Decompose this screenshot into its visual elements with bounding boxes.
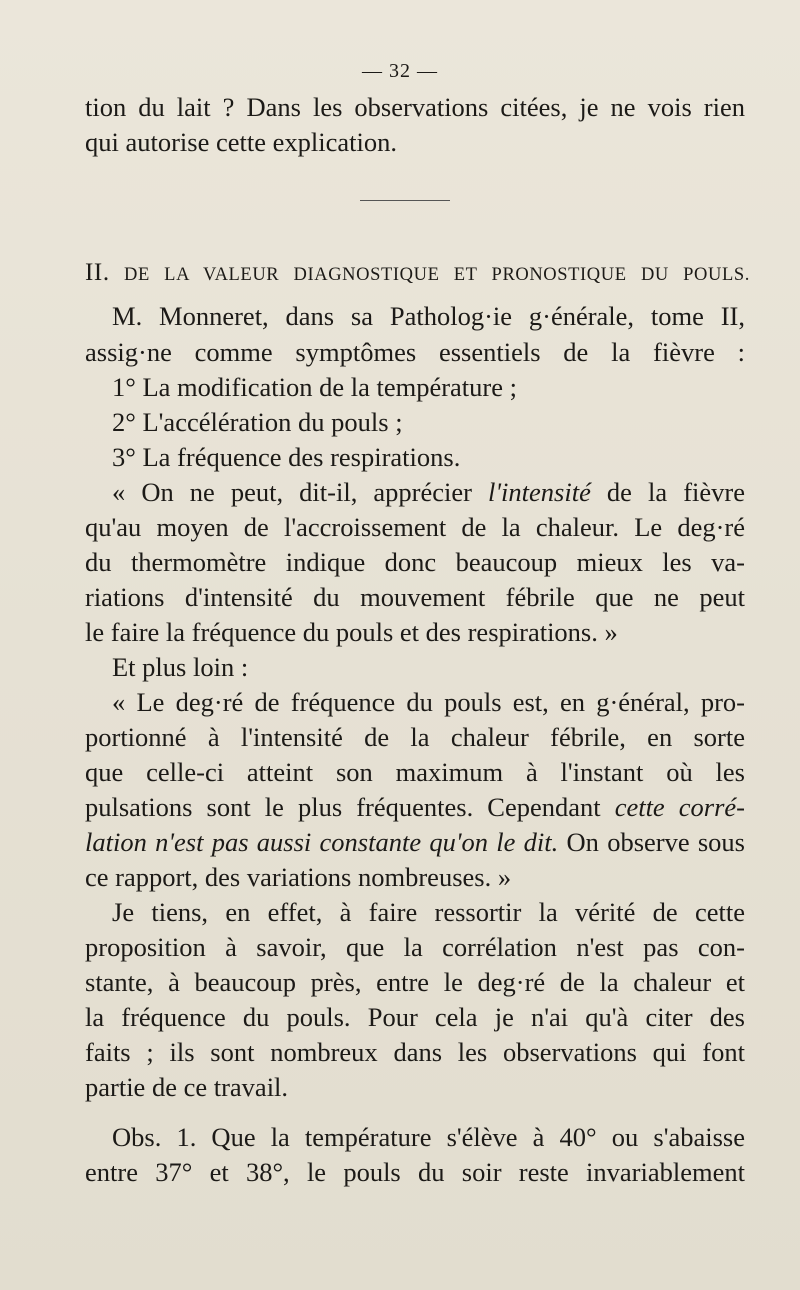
section-title: DE LA VALEUR DIAGNOSTIQUE ET PRONOSTIQUE DU POULS. [124, 265, 750, 285]
quote1-line-1 [112, 475, 745, 509]
quote2-text: pulsations sont le plus fréquentes. Cependant [85, 792, 615, 822]
quote2-line-5 [85, 825, 745, 859]
symptom-item: 2° L'accélération du pouls ; [112, 407, 403, 437]
quote1-line-3: du thermomètre indique donc beaucoup mieux les va- [85, 547, 745, 577]
intro-line-1: M. Monneret, dans sa Patholog·ie g·énérale, tome II, [112, 301, 745, 331]
page-number: — 32 — [362, 60, 438, 82]
quote1-line-5: le faire la fréquence du pouls et des respirations. » [85, 617, 618, 647]
author-para-line-2: proposition à savoir, que la corrélation n'est pas con- [85, 932, 745, 962]
author-para-line-4: la fréquence du pouls. Pour cela je n'ai qu'à citer des [85, 1002, 745, 1032]
observation-line-1: Obs. 1. Que la température s'élève à 40° ou s'abaisse [112, 1122, 745, 1152]
quote2-line-3: que celle-ci atteint son maximum à l'instant où les [85, 757, 745, 787]
section-number: II. [85, 259, 110, 286]
quote2-line-4 [85, 790, 745, 824]
observation-line-2: entre 37° et 38°, le pouls du soir reste invariablement [85, 1157, 745, 1187]
author-para-line-3: stante, à beaucoup près, entre le deg·ré de la chaleur et [85, 967, 745, 997]
quote1-text: « On ne peut, dit-il, apprécier [112, 477, 489, 507]
quote2-emphasis: cette corré- [614, 792, 745, 822]
author-para-line-6: partie de ce travail. [85, 1072, 289, 1102]
intro-line-2: assig·ne comme symptômes essentiels de la fièvre : [85, 337, 745, 367]
quote2-line-2: portionné à l'intensité de la chaleur fébrile, en sorte [85, 722, 745, 752]
symptom-item: 1° La modification de la température ; [112, 372, 517, 402]
quote2-text: On observe sous [558, 827, 745, 857]
quote1-emphasis: l'intensité [488, 477, 591, 507]
quote2-emphasis: lation n'est pas aussi constante qu'on le dit. [85, 827, 559, 857]
opening-line-1: tion du lait ? Dans les observations citées, je ne vois rien [85, 92, 745, 122]
quote2-line-1: « Le deg·ré de fréquence du pouls est, en g·énéral, pro- [112, 687, 745, 717]
quote2-line-6: ce rapport, des variations nombreuses. » [85, 862, 512, 892]
author-para-line-1: Je tiens, en effet, à faire ressortir la vérité de cette [112, 897, 745, 927]
quote1-line-4: riations d'intensité du mouvement fébrile que ne peut [85, 582, 745, 612]
author-para-line-5: faits ; ils sont nombreux dans les observations qui font [85, 1037, 745, 1067]
opening-line-2: qui autorise cette explication. [85, 127, 397, 157]
transition-line: Et plus loin : [112, 652, 249, 682]
symptom-item: 3° La fréquence des respirations. [112, 442, 461, 472]
section-divider [360, 200, 450, 201]
quote1-line-2: qu'au moyen de l'accroissement de la chaleur. Le deg·ré [85, 512, 745, 542]
quote1-text: de la fièvre [590, 477, 745, 507]
section-heading [85, 256, 750, 292]
